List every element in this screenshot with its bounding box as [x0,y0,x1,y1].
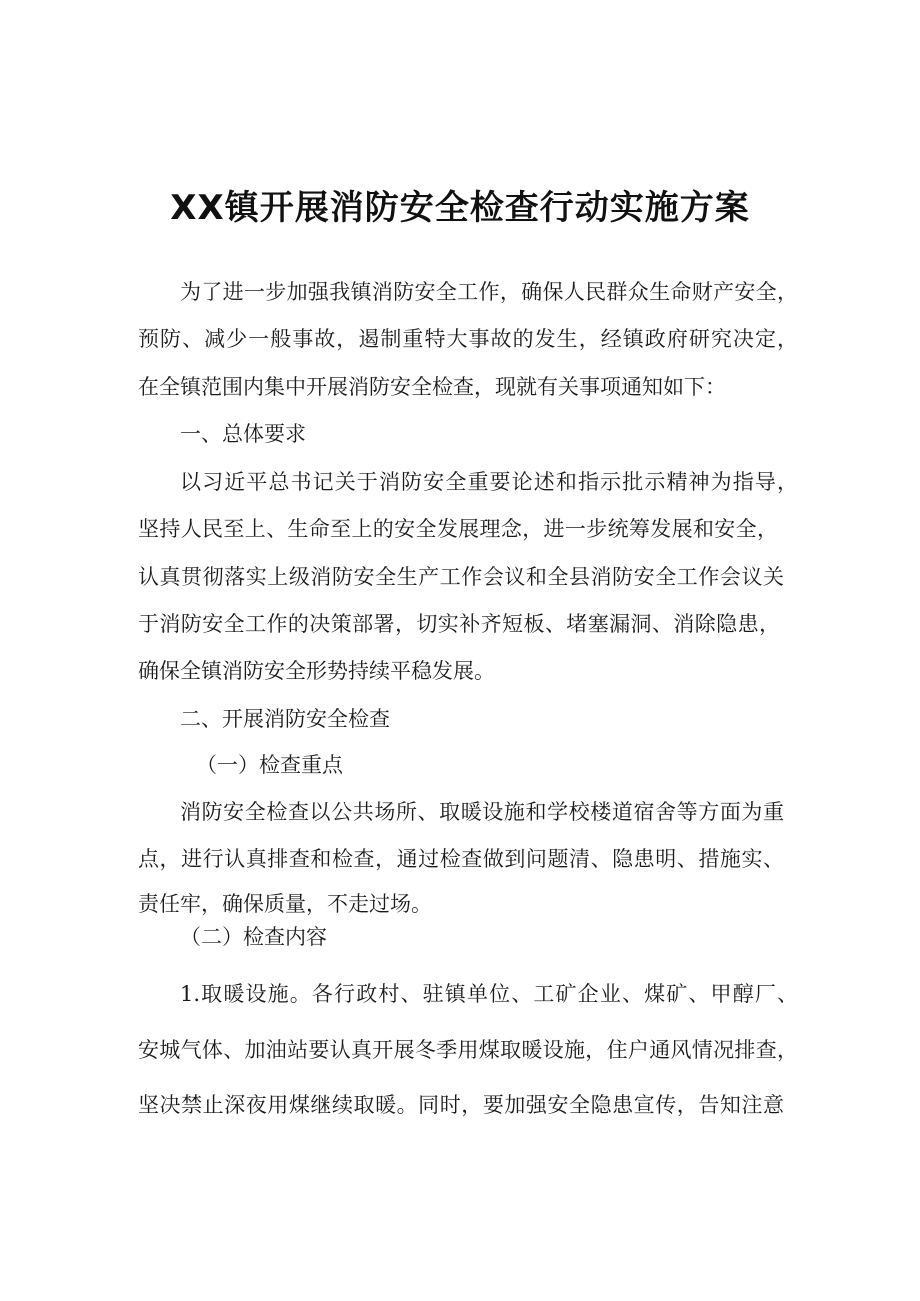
subsection-heading: （一）检查重点 [196,753,343,777]
paragraph-line: 点，进行认真排查和检查，通过检查做到问题清、隐患明、措施实、 [138,847,784,871]
paragraph-line: 以习近平总书记关于消防安全重要论述和指示批示精神为指导， [180,470,798,494]
paragraph-line: 消防安全检查以公共场所、取暖设施和学校楼道宿舍等方面为重 [180,800,784,824]
subsection-heading: （二）检查内容 [180,925,327,949]
paragraph-line: 坚持人民至上、生命至上的安全发展理念，进一步统筹发展和安全， [138,517,778,541]
paragraph-line: 责任牢，确保质量，不走过场。 [138,892,432,916]
paragraph-line: 预防、减少一般事故，遏制重特大事故的发生，经镇政府研究决定， [138,327,798,351]
paragraph-line: 于消防安全工作的决策部署，切实补齐短板、堵塞漏洞、消除隐患， [138,612,780,636]
paragraph-line: 确保全镇消防安全形势持续平稳发展。 [138,659,495,683]
paragraph-line: 1.取暖设施。各行政村、驻镇单位、工矿企业、煤矿、甲醇厂、 [180,982,798,1006]
paragraph-line: 为了进一步加强我镇消防安全工作，确保人民群众生命财产安全， [180,280,798,304]
paragraph-line: 认真贯彻落实上级消防安全生产工作会议和全县消防安全工作会议关 [138,565,784,589]
paragraph-line: 坚决禁止深夜用煤继续取暖。同时，要加强安全隐患宣传，告知注意 [138,1093,784,1117]
paragraph-line: 在全镇范围内集中开展消防安全检查，现就有关事项通知如下： [138,375,726,399]
section-heading: 二、开展消防安全检查 [180,707,390,731]
section-heading: 一、总体要求 [180,422,306,446]
paragraph-line: 安城气体、加油站要认真开展冬季用煤取暖设施，住户通风情况排查， [138,1038,798,1062]
document-title: XX镇开展消防安全检查行动实施方案 [170,188,750,228]
